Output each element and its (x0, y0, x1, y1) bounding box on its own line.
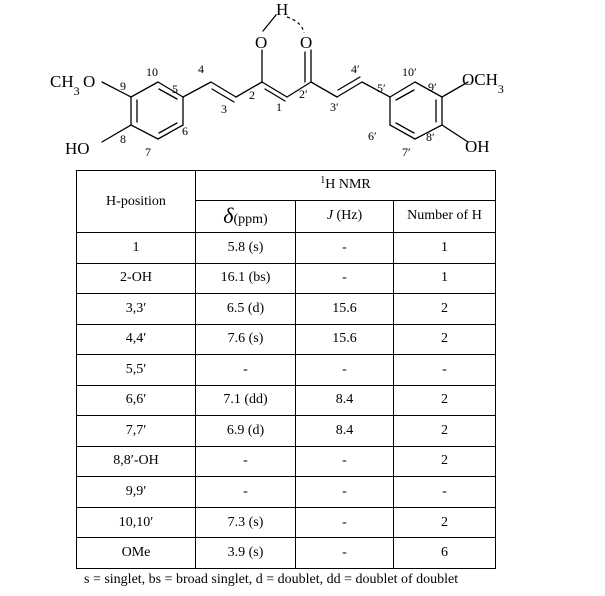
table-row (77, 355, 496, 386)
table-cell: 2 (394, 507, 496, 538)
atom-number-3: 3 (221, 102, 227, 116)
atom-number-10-prime: 10′ (402, 65, 417, 79)
keto-oxygen-label: O (300, 33, 313, 52)
atom-number-1: 1 (276, 100, 282, 114)
table-row (77, 477, 496, 508)
table-cell: 2 (394, 446, 496, 477)
ether-oxygen-left: O (83, 72, 96, 91)
table-cell: - (296, 507, 394, 538)
header-number-of-h: Number of H (394, 200, 496, 232)
och3-right-label: $OCH_3$ (462, 70, 504, 96)
table-cell: - (196, 477, 296, 508)
table-cell: 10,10′ (77, 507, 196, 538)
table-cell: 8,8′-OH (77, 446, 196, 477)
table-row (77, 385, 496, 416)
table-row (77, 507, 496, 538)
table-cell: - (296, 538, 394, 569)
atom-number-8-prime: 8′ (426, 130, 435, 144)
table-footnote: s = singlet, bs = broad singlet, d = doublet, dd = doublet of doublet (84, 572, 459, 587)
table-cell: 3.9 (s) (196, 538, 296, 569)
table-row (77, 263, 496, 294)
atom-number-5-prime: 5′ (377, 81, 386, 95)
och3-left-label: $CH_3$ (50, 72, 80, 98)
header-1h-nmr: $^1$H NMR (196, 171, 496, 201)
table-cell: 3,3′ (77, 294, 196, 325)
table-row (77, 233, 496, 264)
table-cell: - (296, 355, 394, 386)
hydroxyl-left-label: HO (65, 139, 90, 158)
table-cell: 2 (394, 416, 496, 447)
table-cell: 2 (394, 324, 496, 355)
table-cell: 7.1 (dd) (196, 385, 296, 416)
header-chemical-shift: δ(ppm) (196, 200, 296, 232)
header-coupling-constant: J (Hz) (296, 200, 394, 232)
table-cell: 7.6 (s) (196, 324, 296, 355)
curcumin-structure (0, 0, 605, 168)
table-cell: - (196, 355, 296, 386)
table-cell: 6 (394, 538, 496, 569)
atom-number-9-prime: 9′ (428, 80, 437, 94)
table-cell: 2 (394, 294, 496, 325)
table-cell: 16.1 (bs) (196, 263, 296, 294)
table-cell: - (296, 477, 394, 508)
table-row (77, 416, 496, 447)
table-cell: 15.6 (296, 294, 394, 325)
atom-number-2: 2 (249, 88, 255, 102)
table-cell: 2-OH (77, 263, 196, 294)
table-row (77, 538, 496, 569)
table-row (77, 294, 496, 325)
table-cell: 4,4′ (77, 324, 196, 355)
atom-number-4-prime: 4′ (351, 62, 360, 76)
bridging-hydrogen-label: H (276, 0, 289, 19)
nmr-data-table (76, 170, 496, 569)
header-h-position: H-position (77, 171, 196, 233)
table-row (77, 446, 496, 477)
table-cell: 6.5 (d) (196, 294, 296, 325)
atom-number-2-prime: 2′ (299, 87, 308, 101)
table-cell: - (394, 355, 496, 386)
atom-number-10: 10 (146, 65, 158, 79)
table-cell: - (296, 263, 394, 294)
table-cell: - (296, 233, 394, 264)
table-cell: OMe (77, 538, 196, 569)
atom-number-6: 6 (182, 124, 188, 138)
atom-number-9: 9 (120, 79, 126, 93)
enol-oxygen-label: O (255, 33, 268, 52)
table-cell: 8.4 (296, 385, 394, 416)
atom-number-4: 4 (198, 62, 204, 76)
atom-number-7: 7 (145, 145, 151, 159)
table-cell: 6.9 (d) (196, 416, 296, 447)
atom-number-5: 5 (172, 82, 178, 96)
table-cell: 1 (394, 233, 496, 264)
table-cell: 8.4 (296, 416, 394, 447)
table-cell: 9,9′ (77, 477, 196, 508)
atom-number-8: 8 (120, 132, 126, 146)
table-cell: 6,6′ (77, 385, 196, 416)
atom-number-6-prime: 6′ (368, 129, 377, 143)
table-cell: 15.6 (296, 324, 394, 355)
table-cell: - (296, 446, 394, 477)
hydroxyl-right-label: OH (465, 137, 490, 156)
table-cell: 5,5′ (77, 355, 196, 386)
table-cell: 7,7′ (77, 416, 196, 447)
table-cell: 1 (394, 263, 496, 294)
table-cell: - (196, 446, 296, 477)
table-cell: 2 (394, 385, 496, 416)
table-cell: - (394, 477, 496, 508)
table-row (77, 324, 496, 355)
table-cell: 7.3 (s) (196, 507, 296, 538)
atom-number-3-prime: 3′ (330, 100, 339, 114)
table-cell: 1 (77, 233, 196, 264)
atom-number-7-prime: 7′ (402, 145, 411, 159)
table-cell: 5.8 (s) (196, 233, 296, 264)
